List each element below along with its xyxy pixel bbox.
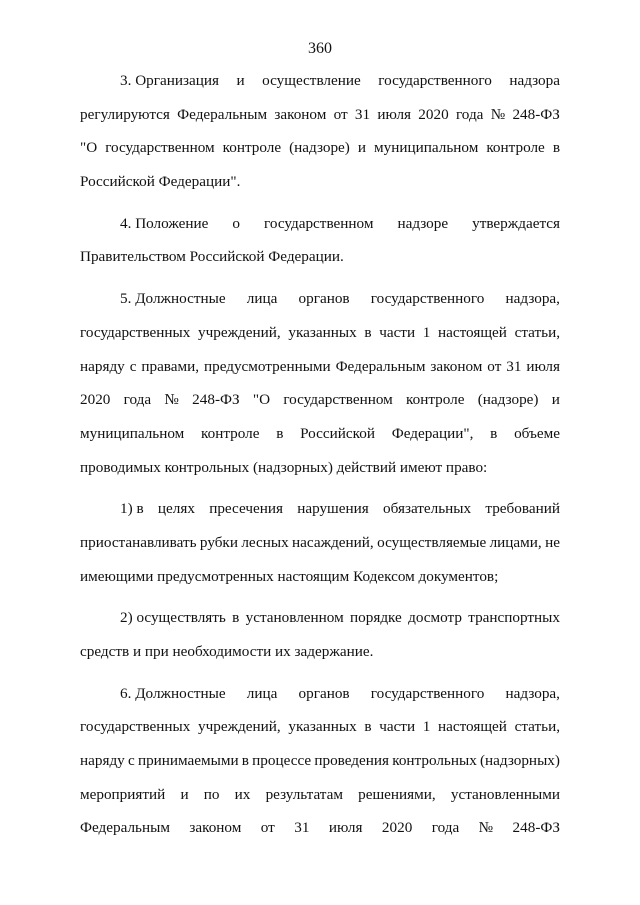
word: установленном (245, 609, 344, 627)
word: мероприятий (80, 785, 166, 803)
word: (надзоре) (289, 139, 350, 157)
word: 31 (506, 357, 522, 375)
word: Российской (300, 424, 375, 442)
word: принимаемыми (137, 752, 239, 770)
word: процессе (252, 752, 312, 770)
justified-text-line (80, 744, 560, 778)
word: насаждений, (292, 533, 374, 551)
text-line: проводимых контрольных (надзорных) действий имеют право: (80, 458, 488, 476)
paragraph (80, 677, 560, 845)
paragraph-gap (80, 274, 560, 282)
word: государственного (370, 684, 485, 702)
word: учреждений, (198, 323, 281, 341)
word: в (241, 752, 249, 770)
word: контроле (222, 139, 282, 157)
word: 248-ФЗ (192, 391, 240, 409)
word: "О (80, 139, 98, 157)
paragraph-gap (80, 669, 560, 677)
word: учреждений, (198, 718, 281, 736)
word: 31 (294, 819, 310, 837)
word: настоящей (438, 718, 507, 736)
word: статьи, (514, 718, 560, 736)
word: от (333, 105, 348, 123)
word: № (490, 105, 506, 123)
word: утверждается (472, 214, 560, 232)
word: надзоре (397, 214, 449, 232)
word: не (545, 533, 560, 551)
word: предусмотренными (203, 357, 331, 375)
word: целях (157, 500, 195, 518)
word: (надзорных) (480, 752, 560, 770)
word: настоящей (438, 323, 507, 341)
word: решениями, (358, 785, 436, 803)
word: законом (430, 357, 483, 375)
word: лица (246, 684, 278, 702)
word: 2020 (381, 819, 413, 837)
word: Федеральным (177, 105, 268, 123)
word: 1) в (120, 500, 144, 518)
word: "О (252, 391, 271, 409)
word: с (129, 357, 137, 375)
word: по (203, 785, 220, 803)
word: муниципальном (374, 139, 479, 157)
word: государственном (264, 214, 374, 232)
word: правами, (141, 357, 200, 375)
word: порядке (350, 609, 402, 627)
word: наряду (80, 357, 125, 375)
justified-text-line (80, 207, 560, 241)
word: результатам (265, 785, 343, 803)
word: и (551, 391, 560, 409)
word: года (123, 391, 152, 409)
word: указанных (288, 323, 357, 341)
word: государственных (80, 718, 191, 736)
word: лицами, (489, 533, 542, 551)
word: приостанавливать (80, 533, 197, 551)
word: Федеральным (80, 819, 170, 837)
justified-text-line (80, 492, 560, 526)
word: в (364, 323, 372, 341)
word: муниципальном (80, 424, 185, 442)
justified-text-line (80, 811, 560, 845)
justified-text-line (80, 677, 560, 711)
word: 31 (354, 105, 371, 123)
word: объеме (514, 424, 560, 442)
text-line: Российской Федерации". (80, 173, 241, 191)
word: государственного (370, 290, 485, 308)
word: надзора (509, 72, 560, 89)
text-line: имеющими предусмотренных настоящим Кодексом документов; (80, 567, 499, 585)
word: осуществление (262, 72, 361, 89)
word: законом (189, 819, 242, 837)
word: пресечения (209, 500, 283, 518)
word: органов (298, 290, 350, 308)
justified-text-line (80, 98, 560, 132)
word: части (379, 323, 416, 341)
paragraph-gap (80, 199, 560, 207)
paragraph-gap (80, 484, 560, 492)
paragraph (80, 601, 560, 668)
word: законом (274, 105, 327, 123)
justified-text-line (80, 383, 560, 417)
word: надзора, (505, 684, 560, 702)
word: требований (485, 500, 560, 518)
word: 6. Должностные (120, 684, 226, 702)
word: 248-ФЗ (512, 105, 560, 123)
justified-text-line (80, 710, 560, 744)
word: в (276, 424, 284, 442)
word: 2020 (80, 391, 111, 409)
word: досмотр (408, 609, 462, 627)
word: в (490, 424, 498, 442)
word: государственном (283, 391, 393, 409)
word: 3. Организация (120, 72, 219, 89)
word: их (234, 785, 251, 803)
word: установленными (450, 785, 560, 803)
word: транспортных (468, 609, 560, 627)
word: наряду (80, 752, 125, 770)
paragraph-gap (80, 593, 560, 601)
word: Федерации", (391, 424, 474, 442)
word: от (260, 819, 275, 837)
justified-text-line (80, 350, 560, 384)
word: контроле (201, 424, 260, 442)
word: в (364, 718, 372, 736)
text-line: средств и при необходимости их задержание. (80, 643, 374, 660)
word: указанных (288, 718, 357, 736)
word: части (379, 718, 416, 736)
justified-text-line (80, 131, 560, 165)
document-body (80, 64, 560, 845)
text-line: Правительством Российской Федерации. (80, 248, 344, 266)
word: с (127, 752, 135, 770)
word: в (232, 609, 240, 627)
word: 5. Должностные (120, 290, 226, 308)
justified-text-line (80, 64, 560, 98)
word: надзора, (505, 290, 560, 308)
word: года (431, 819, 460, 837)
word: лица (246, 290, 278, 308)
justified-text-line (80, 526, 560, 560)
justified-text-line (80, 417, 560, 451)
word: контроле (406, 391, 465, 409)
word: 248-ФЗ (512, 819, 560, 837)
word: 1 (422, 323, 431, 341)
word: № (164, 391, 179, 409)
word: 2020 (418, 105, 449, 123)
word: регулируются (80, 105, 170, 123)
word: проведения (314, 752, 390, 770)
word: государственном (105, 139, 215, 157)
word: 1 (422, 718, 431, 736)
word: от (487, 357, 502, 375)
paragraph (80, 282, 560, 484)
justified-text-line (80, 282, 560, 316)
word: и (180, 785, 189, 803)
word: государственных (80, 323, 191, 341)
word: 4. Положение (120, 214, 209, 232)
word: Федеральным (335, 357, 426, 375)
word: 2) осуществлять (120, 609, 226, 627)
page-number: 360 (308, 40, 332, 57)
word: в (552, 139, 560, 157)
paragraph (80, 64, 560, 199)
word: № (478, 819, 494, 837)
word: о (232, 214, 240, 232)
word: осуществляемые (377, 533, 487, 551)
justified-text-line (80, 778, 560, 812)
justified-text-line (80, 601, 560, 635)
paragraph (80, 207, 560, 274)
word: контроле (486, 139, 545, 157)
paragraph (80, 492, 560, 593)
word: июля (526, 357, 560, 375)
word: июля (377, 105, 412, 123)
word: контрольных (392, 752, 477, 770)
justified-text-line (80, 316, 560, 350)
word: государственного (378, 72, 492, 89)
word: лесных (241, 533, 289, 551)
word: органов (298, 684, 350, 702)
word: года (455, 105, 484, 123)
word: и (236, 72, 245, 89)
word: нарушения (297, 500, 369, 518)
word: июля (328, 819, 363, 837)
word: (надзоре) (477, 391, 539, 409)
word: обязательных (383, 500, 472, 518)
word: статьи, (514, 323, 560, 341)
word: рубки (199, 533, 238, 551)
word: и (357, 139, 367, 157)
